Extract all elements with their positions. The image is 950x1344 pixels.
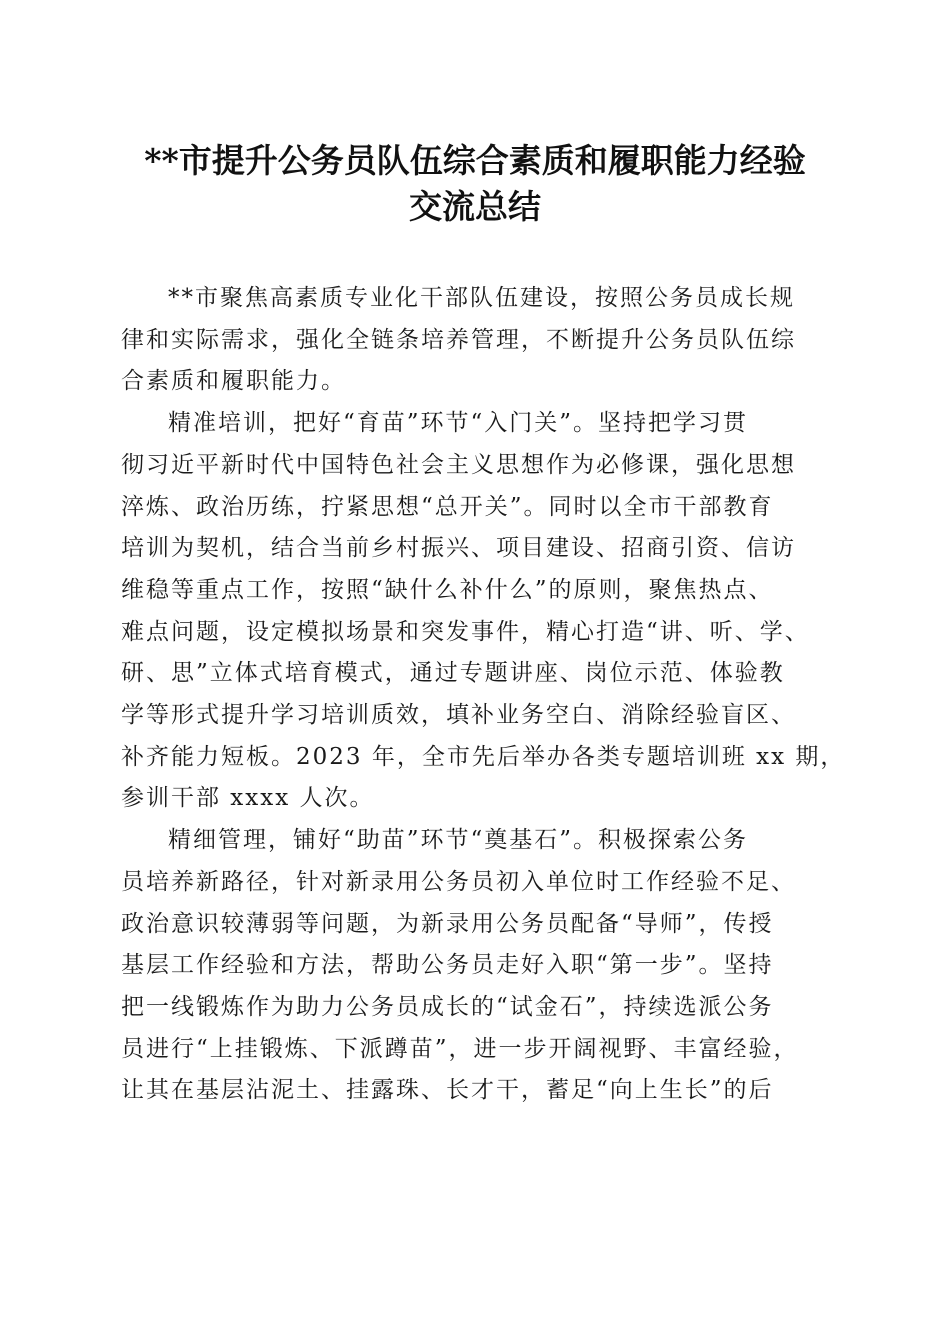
paragraph-intro [121,278,833,403]
text-line: 彻习近平新时代中国特色社会主义思想作为必修课，强化思想 [121,451,796,478]
paragraph-management [121,820,833,1112]
text-line: 参训干部 xxxx 人次。 [121,785,375,812]
document-title [110,138,840,230]
text-line: 合素质和履职能力。 [121,368,346,395]
document-body [121,278,846,1112]
text-line: 维稳等重点工作，按照“缺什么补什么”的原则，聚焦热点、 [121,576,774,603]
text-line: 员进行“上挂锻炼、下派蹲苗”，进一步开阔视野、丰富经验， [121,1035,799,1062]
text-line: 政治意识较薄弱等问题，为新录用公务员配备“导师”，传授 [121,910,774,937]
text-line: 精细管理，铺好“助苗”环节“奠基石”。积极探索公务 [168,827,749,854]
text-line: 员培养新路径，针对新录用公务员初入单位时工作经验不足、 [121,868,796,895]
text-line: 补齐能力短板。2023 年，全市先后举办各类专题培训班 xx 期， [121,743,846,770]
text-line: 让其在基层沾泥土、挂露珠、长才干，蓄足“向上生长”的后 [121,1077,774,1104]
text-line: 难点问题，设定模拟场景和突发事件，精心打造“讲、听、学、 [121,618,810,645]
title-line: 交流总结 [409,187,541,226]
paragraph-training [121,403,846,820]
text-line: 精准培训，把好“育苗”环节“入门关”。坚持把学习贯 [168,410,749,437]
text-line: 把一线锻炼作为助力公务员成长的“试金石”，持续选派公务 [121,993,774,1020]
text-line: 律和实际需求，强化全链条培养管理，不断提升公务员队伍综 [121,326,796,353]
text-line: 研、思”立体式培育模式，通过专题讲座、岗位示范、体验教 [121,660,785,687]
text-line: 培训为契机，结合当前乡村振兴、项目建设、招商引资、信访 [121,535,796,562]
text-line: 基层工作经验和方法，帮助公务员走好入职“第一步”。坚持 [121,952,774,979]
text-line: 学等形式提升学习培训质效，填补业务空白、消除经验盲区、 [121,702,796,729]
text-line: 淬炼、政治历练，拧紧思想“总开关”。同时以全市干部教育 [121,493,774,520]
text-line: **市聚焦高素质专业化干部队伍建设，按照公务员成长规 [168,285,795,311]
title-line: **市提升公务员队伍综合素质和履职能力经验 [144,141,806,180]
